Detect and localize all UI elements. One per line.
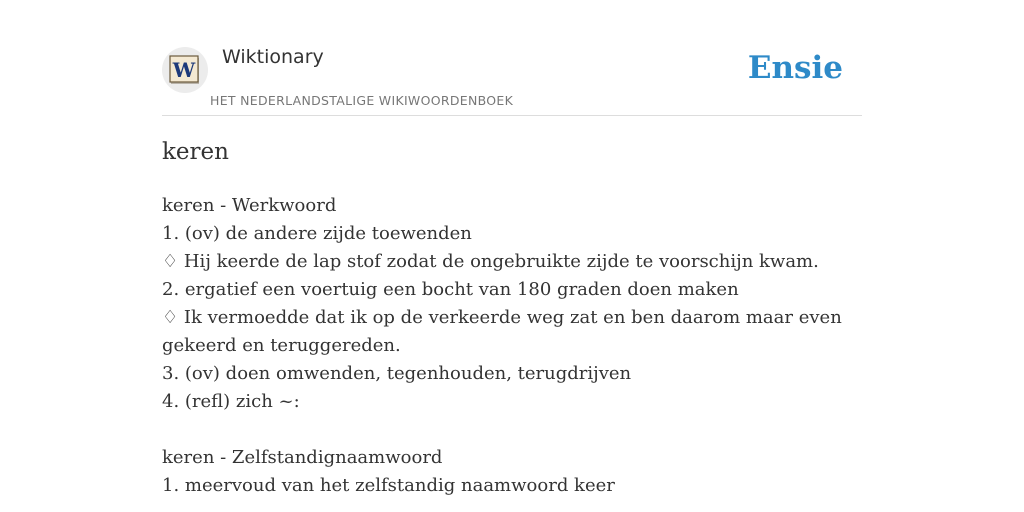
site-header bbox=[162, 0, 862, 116]
entry-heading: keren - Werkwoord bbox=[162, 195, 337, 216]
entry-werkwoord bbox=[162, 192, 862, 416]
example-line: ♢ Hij keerde de lap stof zodat de ongebruikte zijde te voorschijn kwam. bbox=[162, 251, 819, 272]
definition-content bbox=[162, 192, 862, 500]
example-line-continued: gekeerd en teruggereden. bbox=[162, 335, 401, 356]
logo-tile-graphic bbox=[167, 52, 203, 88]
definition-line: 1. meervoud van het zelfstandig naamwoord keer bbox=[162, 475, 615, 496]
definition-line: 1. (ov) de andere zijde toewenden bbox=[162, 223, 472, 244]
page bbox=[162, 0, 862, 512]
definition-line: 3. (ov) doen omwenden, tegenhouden, terugdrijven bbox=[162, 363, 632, 384]
definition-line: 2. ergatief een voertuig een bocht van 180 graden doen maken bbox=[162, 279, 739, 300]
site-name[interactable]: Wiktionary bbox=[222, 46, 324, 68]
ensie-brand-link[interactable]: Ensie bbox=[747, 50, 843, 86]
site-tagline: HET NEDERLANDSTALIGE WIKIWOORDENBOEK bbox=[210, 93, 514, 108]
example-line: ♢ Ik vermoedde dat ik op de verkeerde weg zat en ben daarom maar even bbox=[162, 307, 842, 328]
definition-line: 4. (refl) zich ~: bbox=[162, 391, 300, 412]
page-title: keren bbox=[162, 139, 229, 165]
logo-letter: W bbox=[172, 58, 196, 82]
entry-zelfstandignaamwoord bbox=[162, 444, 862, 500]
entry-heading: keren - Zelfstandignaamwoord bbox=[162, 447, 443, 468]
wiktionary-logo-icon[interactable] bbox=[162, 47, 208, 93]
entry-spacer bbox=[162, 416, 862, 444]
